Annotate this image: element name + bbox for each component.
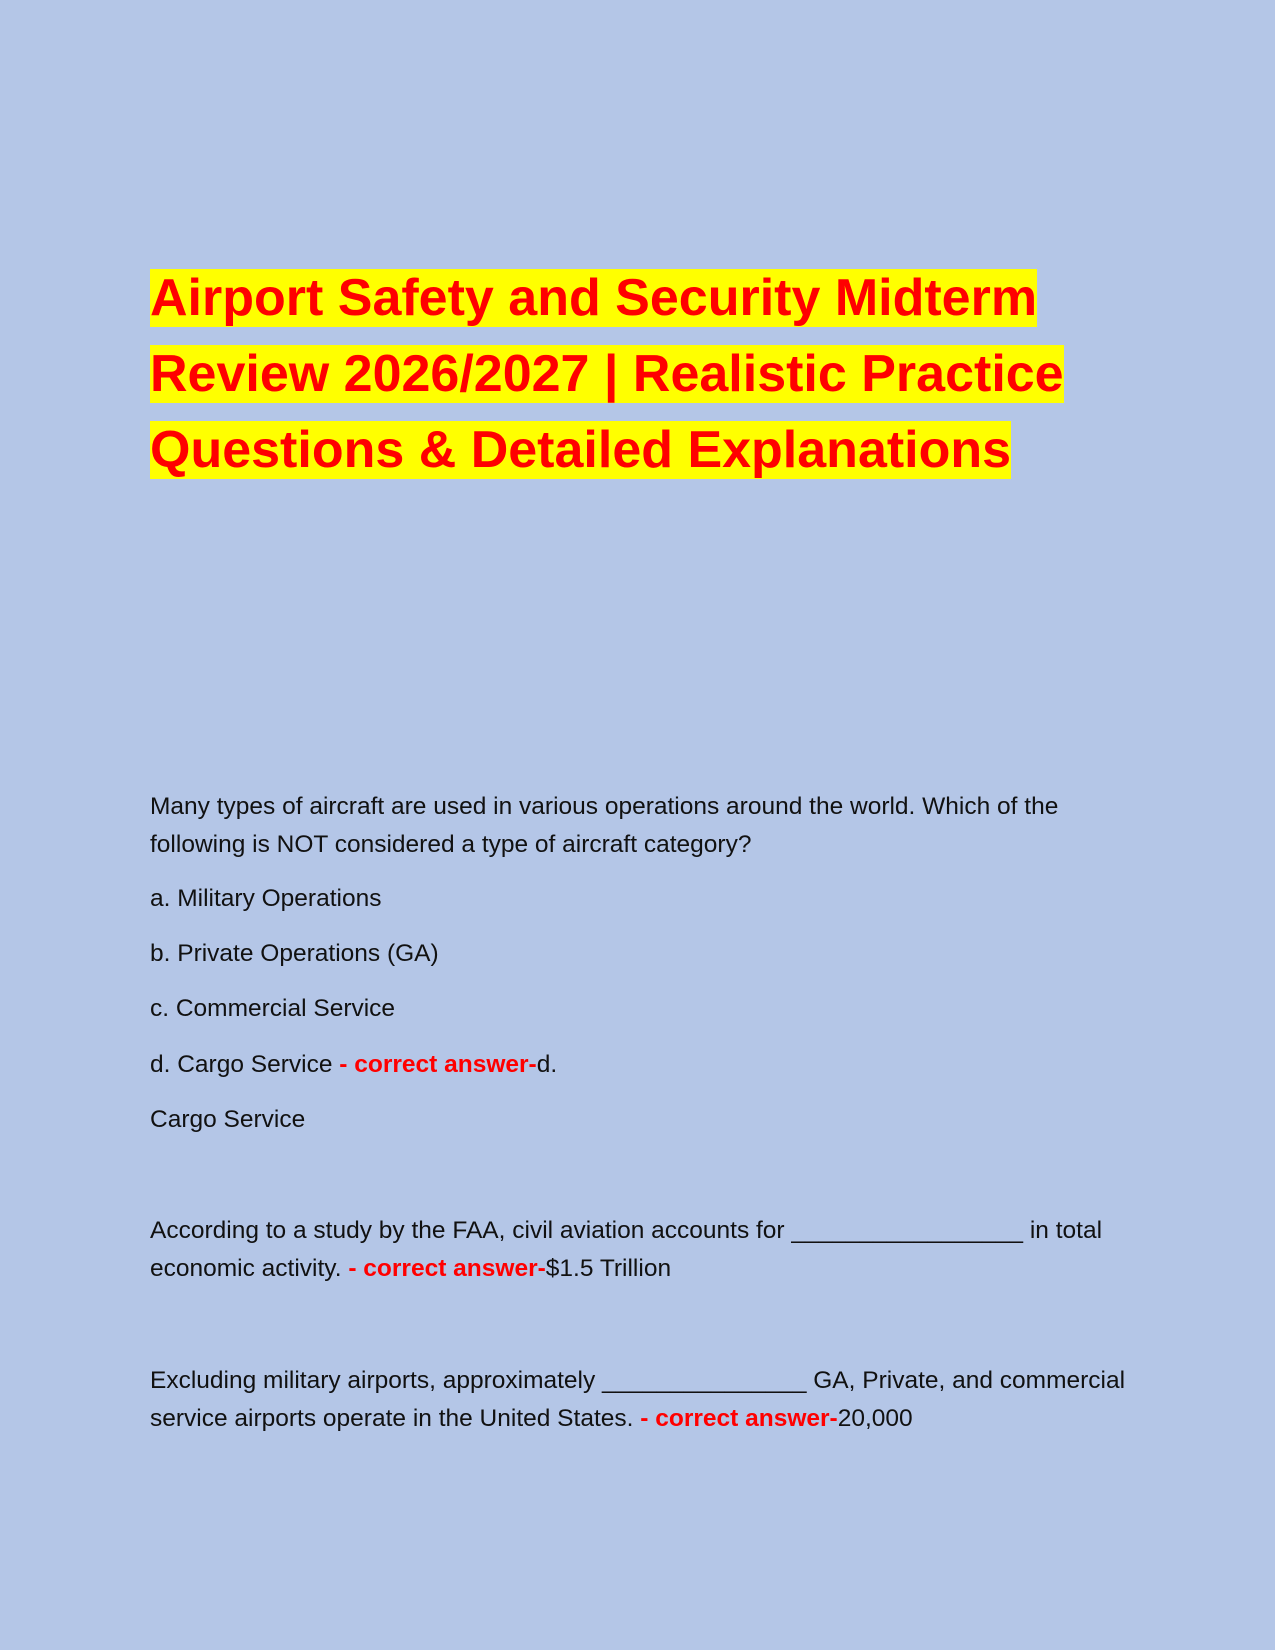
question-3-stem: Excluding military airports, approximately _______________ GA, Private, and commercial service airports operate in the United States. xyxy=(150,1367,1126,1432)
correct-answer-label: - correct answer- xyxy=(348,1255,546,1282)
question-1-option-c: c. Commercial Service xyxy=(150,995,396,1022)
document-title xyxy=(150,260,1150,488)
question-2-answer: $1.5 Trillion xyxy=(545,1255,672,1282)
question-1-option-d xyxy=(150,1046,1130,1084)
correct-answer-label: - correct answer- xyxy=(640,1405,838,1432)
question-3-answer: 20,000 xyxy=(837,1405,913,1432)
question-1-option-b: b. Private Operations (GA) xyxy=(150,940,439,967)
question-3 xyxy=(150,1362,1130,1438)
question-2-stem: According to a study by the FAA, civil aviation accounts for _________________ in total economic activity. xyxy=(150,1217,1103,1282)
question-1-option-d-text: d. Cargo Service xyxy=(150,1051,340,1078)
title-line-2: Review 2026/2027 | Realistic Practice xyxy=(150,345,1064,403)
question-1-stem: Many types of aircraft are used in various operations around the world. Which of the following is NOT considered a type of aircraft category? xyxy=(150,793,1059,858)
question-1-option-a: a. Military Operations xyxy=(150,885,382,912)
question-1-answer-prefix: d. xyxy=(536,1051,558,1078)
title-line-3: Questions & Detailed Explanations xyxy=(150,421,1012,479)
question-1-answer: Cargo Service xyxy=(150,1106,306,1133)
title-line-1: Airport Safety and Security Midterm xyxy=(150,269,1038,327)
correct-answer-label: - correct answer- xyxy=(339,1051,537,1078)
question-2 xyxy=(150,1212,1130,1288)
